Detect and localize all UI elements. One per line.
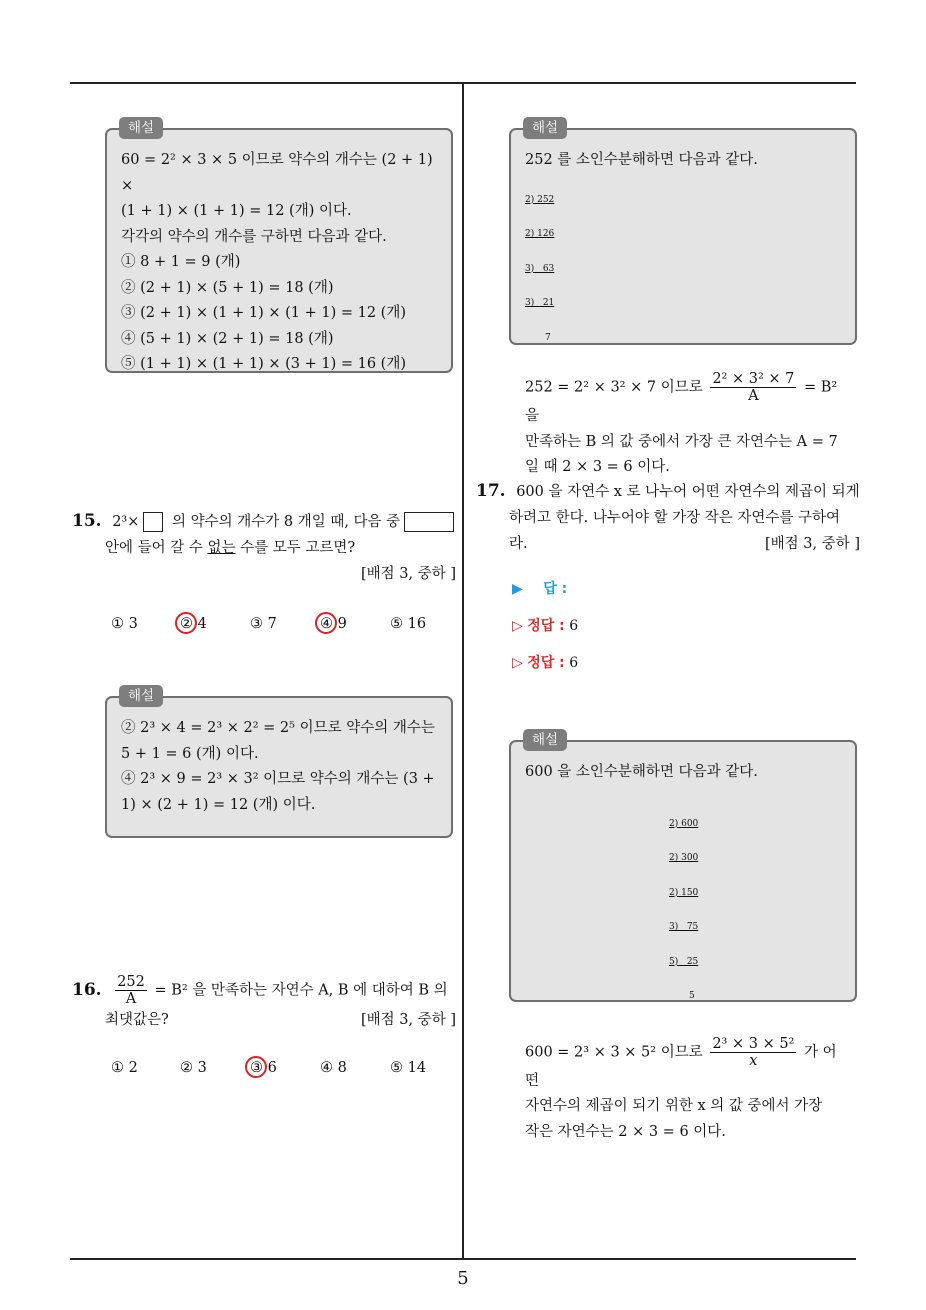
selected-circle-mark xyxy=(175,612,197,634)
question-prefix: 2³× xyxy=(112,514,140,530)
question-text: 라. xyxy=(509,536,528,552)
solution-line: (1 + 1) × (1 + 1) = 12 (개) 이다. xyxy=(121,203,352,219)
answer-label: 답 : xyxy=(543,581,568,597)
fraction: $\frac{\text{2³ × 3 × 5²}}{x}$ xyxy=(712,1035,795,1069)
solution-line: 600 을 소인수분해하면 다음과 같다. xyxy=(525,764,758,780)
question-text-underlined: 없는 xyxy=(207,540,236,556)
solution-line: 만족하는 B 의 값 중에서 가장 큰 자연수는 A = 7 xyxy=(525,433,838,450)
solution-line: ② (2 + 1) × (5 + 1) = 18 (개) xyxy=(121,279,334,296)
solution-line: ① 8 + 1 = 9 (개) xyxy=(121,254,241,270)
column-divider xyxy=(462,82,464,1260)
question-text: 의 약수의 개수가 8 개일 때, 다음 중 xyxy=(171,514,401,530)
choice-4[interactable]: ④ 8 xyxy=(320,1060,347,1076)
solution-line: ③ (2 + 1) × (1 + 1) × (1 + 1) = 12 (개) xyxy=(121,305,406,321)
question-text: = B² 을 만족하는 자연수 A, B 에 대하여 B 의 xyxy=(154,982,448,999)
choice-5[interactable]: ⑤ 14 xyxy=(390,1060,427,1076)
question-16 xyxy=(72,974,456,1033)
solution-line: 252 = 2² × 3² × 7 이므로 $\frac{\text{2² × 3² × 7}}{A}$ = B² 을 xyxy=(525,371,838,424)
question-text: 최댓값은? xyxy=(105,1012,169,1028)
solution-box-15 xyxy=(105,688,453,838)
solution-tab: 해설 xyxy=(119,685,163,707)
play-arrow-icon: ▶ xyxy=(512,581,523,597)
prime-division: 2) 600 2) 300 2) 150 3) 75 5) 25 5 xyxy=(669,818,699,1001)
answer-input-row[interactable] xyxy=(512,578,567,598)
question-text: 수를 모두 고르면? xyxy=(235,540,356,556)
solution-line: 작은 자연수는 2 × 3 = 6 이다. xyxy=(525,1123,726,1140)
question-number: 17. xyxy=(476,481,506,501)
solution-line: 5 + 1 = 6 (개) 이다. xyxy=(121,745,259,762)
solution-line: 1) × (2 + 1) = 12 (개) 이다. xyxy=(121,796,316,813)
outline-arrow-icon: ▷ xyxy=(512,655,523,671)
choice-4[interactable]: ④ 9 xyxy=(320,616,390,632)
choice-2[interactable]: ② 4 xyxy=(180,616,250,632)
solution-line: 각각의 약수의 개수를 구하면 다음과 같다. xyxy=(121,228,387,245)
solution-line: 60 = 2² × 3 × 5 이므로 약수의 개수는 (2 + 1) × xyxy=(121,152,433,194)
choice-1[interactable]: ① 3 xyxy=(111,616,138,632)
choices-15 xyxy=(111,616,440,632)
solution-box-17 xyxy=(509,732,857,1140)
solution-line: ② 2³ × 4 = 2³ × 2² = 2⁵ 이므로 약수의 개수는 xyxy=(121,720,435,736)
correct-value: 6 xyxy=(569,655,579,671)
selected-circle-mark xyxy=(245,1056,267,1078)
solution-line: 자연수의 제곱이 되기 위한 x 의 값 중에서 가장 xyxy=(525,1098,823,1114)
question-17 xyxy=(476,478,860,557)
choice-3[interactable]: ③ 6 xyxy=(250,1060,320,1076)
selected-circle-mark xyxy=(315,612,337,634)
points-label: [배점 3, 중하 ] xyxy=(764,536,860,552)
fraction: $\frac{\text{2² × 3² × 7}}{A}$ xyxy=(712,371,795,404)
correct-answer-row xyxy=(512,652,578,672)
correct-answer-row xyxy=(512,615,578,635)
page-number: 5 xyxy=(457,1268,469,1289)
question-number: 16. xyxy=(72,979,102,1000)
outline-arrow-icon: ▷ xyxy=(512,618,523,634)
correct-value: 6 xyxy=(569,618,579,634)
prime-division: 2) 252 2) 126 3) 63 3) 21 7 xyxy=(525,194,555,343)
question-number: 15. xyxy=(72,511,102,531)
solution-line: ④ 2³ × 9 = 2³ × 3² 이므로 약수의 개수는 (3 + xyxy=(121,771,435,787)
correct-label: 정답 : xyxy=(527,655,565,671)
question-text: 600 을 자연수 x 로 나누어 어떤 자연수의 제곱이 되게 xyxy=(516,484,860,500)
solution-line: 일 때 2 × 3 = 6 이다. xyxy=(525,459,670,475)
points-label: [배점 3, 중하 ] xyxy=(360,566,456,582)
solution-tab: 해설 xyxy=(523,729,567,751)
solution-box-14 xyxy=(105,120,453,373)
solution-box-16 xyxy=(509,120,857,475)
solution-tab: 해설 xyxy=(119,117,163,139)
fraction: $\frac{252}{A}$ xyxy=(117,974,145,1007)
choice-1[interactable]: ① 2 xyxy=(111,1060,138,1076)
choices-16 xyxy=(111,1060,440,1076)
solution-line: 252 를 소인수분해하면 다음과 같다. xyxy=(525,152,758,168)
choice-2[interactable]: ② 3 xyxy=(180,1060,207,1076)
choice-5[interactable]: ⑤ 16 xyxy=(390,616,427,632)
question-15 xyxy=(72,508,456,587)
solution-tab: 해설 xyxy=(523,117,567,139)
points-label: [배점 3, 중하 ] xyxy=(360,1012,456,1028)
question-text: 안에 들어 갈 수 xyxy=(105,540,208,556)
question-text: 하려고 한다. 나누어야 할 가장 작은 자연수를 구하여 xyxy=(509,510,841,526)
correct-label: 정답 : xyxy=(527,618,565,634)
bottom-rule xyxy=(70,1258,856,1260)
solution-line: ④ (5 + 1) × (2 + 1) = 18 (개) xyxy=(121,330,334,347)
solution-line: 600 = 2³ × 3 × 5² 이므로 $\frac{\text{2³ × 3 × 5²}}{x}$ 가 어떤 xyxy=(525,1035,837,1089)
blank-rectangle xyxy=(404,512,454,532)
choice-3[interactable]: ③ 7 xyxy=(250,616,277,632)
solution-line: ⑤ (1 + 1) × (1 + 1) × (3 + 1) = 16 (개) xyxy=(121,356,406,372)
blank-square xyxy=(143,512,163,532)
